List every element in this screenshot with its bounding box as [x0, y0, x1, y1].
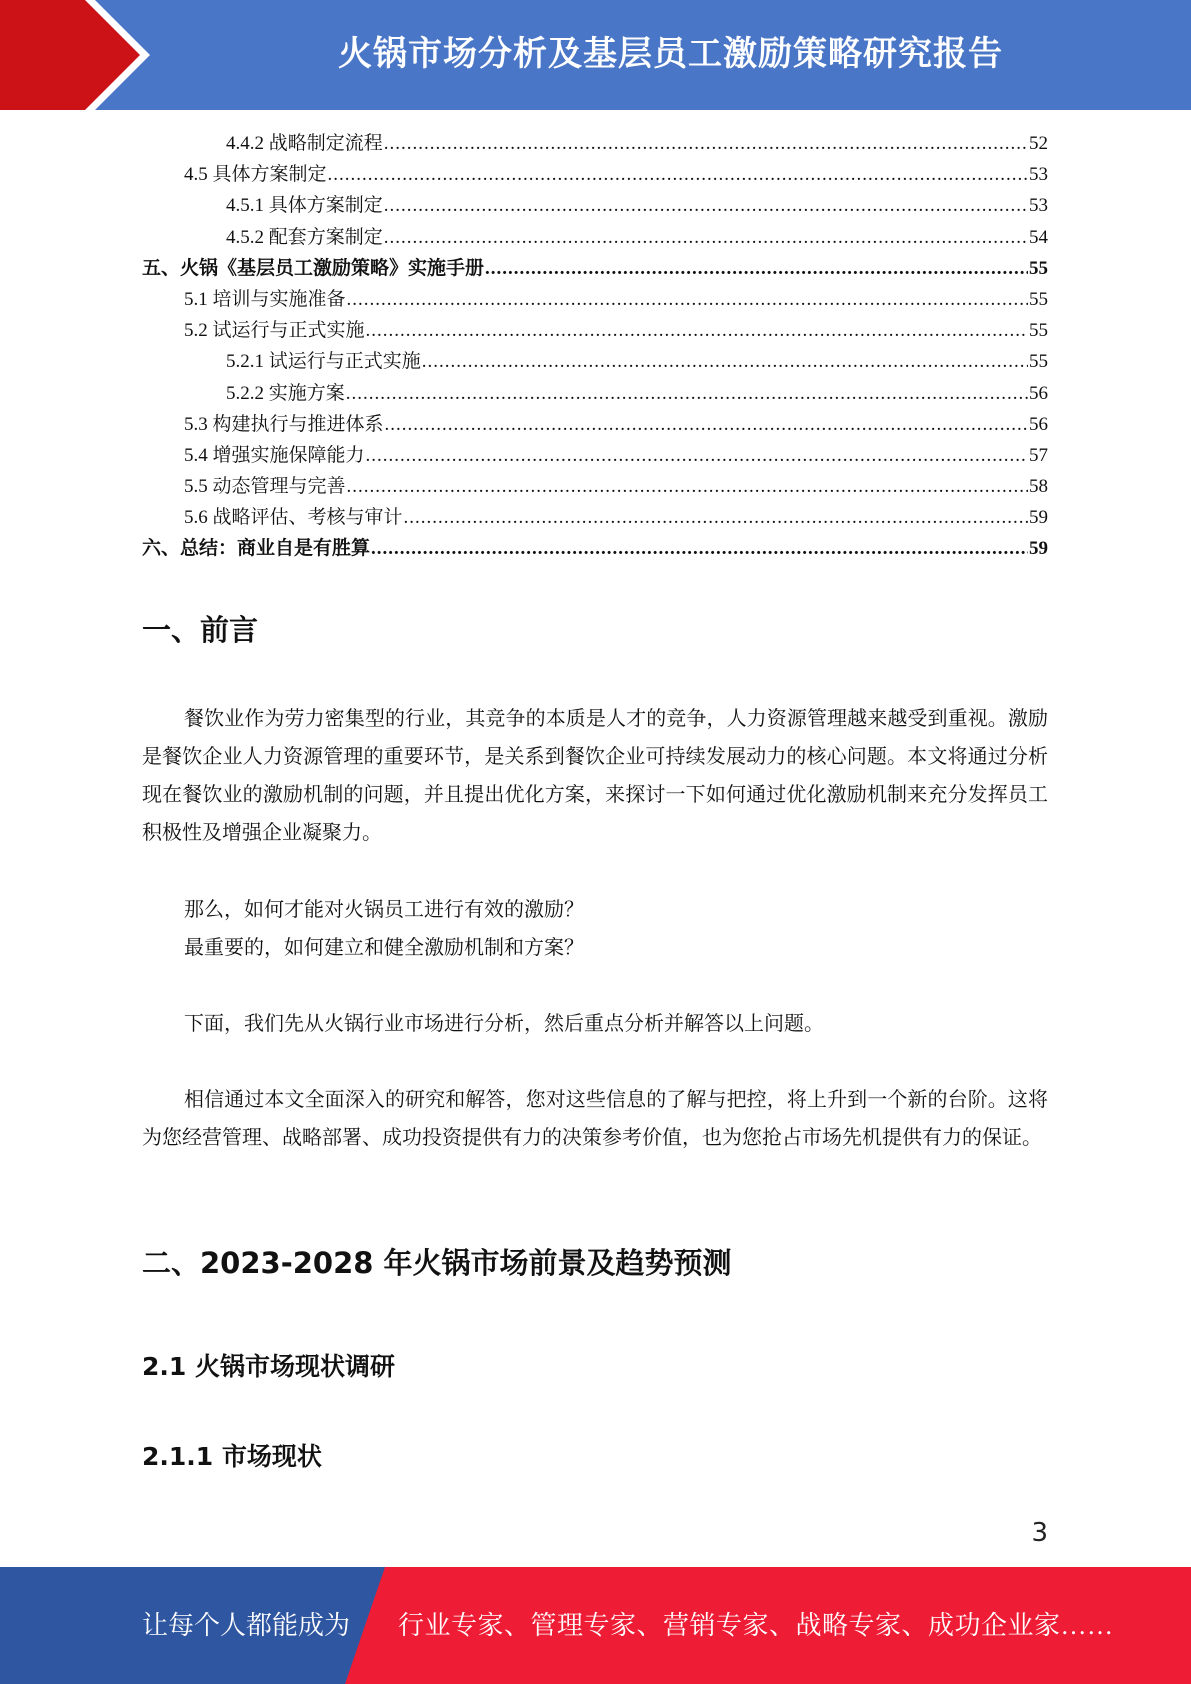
toc-entry[interactable] [142, 222, 1048, 253]
toc-entry-page: 53 [1029, 195, 1048, 217]
toc-entry-label: 5.2 试运行与正式实施 [184, 320, 365, 342]
toc-entry[interactable] [142, 440, 1048, 471]
section-heading-preface: 一、前言 [142, 613, 259, 647]
subsection-heading-2-1-1: 2.1.1 市场现状 [142, 1442, 322, 1471]
toc-leader-dots [347, 289, 1028, 311]
toc-entry-label: 5.2.2 实施方案 [226, 382, 345, 404]
toc-entry[interactable] [142, 346, 1048, 377]
toc-entry-label: 5.1 培训与实施准备 [184, 288, 346, 310]
toc-entry-page: 55 [1029, 320, 1048, 342]
preface-paragraph-2: 下面，我们先从火锅行业市场进行分析，然后重点分析并解答以上问题。 [184, 1013, 824, 1035]
toc-leader-dots [384, 195, 1028, 217]
toc-entry-label: 4.4.2 战略制定流程 [226, 133, 383, 154]
toc-entry-page: 59 [1029, 538, 1048, 560]
toc-leader-dots [385, 414, 1028, 436]
preface-paragraph: 餐饮业作为劳力密集型的行业，其竞争的本质是人才的竞争，人力资源管理越来越受到重视。激励是餐饮企业人力资源管理的重要环节，是关系到餐饮企业可持续发展动力的核心问题。本文将通过分析现在餐饮业的激励机制的问题，并且提出优化方案，来探讨一下如何通过优化激励机制来充分发挥员工积极性及增强企业凝聚力。 [142, 708, 1048, 844]
toc-leader-dots [422, 351, 1028, 373]
toc-entry[interactable] [142, 190, 1048, 221]
toc-entry[interactable] [142, 284, 1048, 315]
preface-question-2: 最重要的，如何建立和健全激励机制和方案？ [184, 937, 584, 959]
toc-entry-label: 4.5.1 具体方案制定 [226, 195, 383, 217]
toc-entry-label: 5.6 战略评估、考核与审计 [184, 507, 403, 529]
toc-leader-dots [404, 507, 1028, 529]
toc-entry-label: 5.2.1 试运行与正式实施 [226, 351, 421, 373]
toc-leader-dots [366, 445, 1028, 467]
toc-entry-page: 58 [1029, 476, 1048, 498]
section-heading-market-outlook: 二、2023-2028 年火锅市场前景及趋势预测 [142, 1246, 732, 1280]
toc-entry-label: 5.5 动态管理与完善 [184, 476, 346, 498]
toc-entry-page: 55 [1029, 257, 1048, 279]
toc-entry-label: 5.4 增强实施保障能力 [184, 444, 365, 466]
toc-entry[interactable] [142, 471, 1048, 502]
footer-slogan-right: 行业专家、管理专家、营销专家、战略专家、成功企业家…… [398, 1611, 1114, 1640]
toc-entry-label: 4.5.2 配套方案制定 [226, 226, 383, 248]
toc-entry-page: 52 [1029, 133, 1048, 154]
toc-entry-label: 五、火锅《基层员工激励策略》实施手册 [142, 257, 485, 279]
report-title: 火锅市场分析及基层员工激励策略研究报告 [338, 34, 1003, 74]
toc-leader-dots [328, 164, 1028, 186]
toc-entry-page: 57 [1029, 444, 1048, 466]
toc-entry-label: 六、总结：商业自是有胜算 [142, 538, 371, 560]
toc-entry[interactable] [142, 253, 1048, 284]
page-header [0, 0, 1191, 110]
preface-paragraph-3: 相信通过本文全面深入的研究和解答，您对这些信息的了解与把控，将上升到一个新的台阶。这将为您经营管理、战略部署、成功投资提供有力的决策参考价值，也为您抢占市场先机提供有力的保证。 [142, 1089, 1048, 1149]
toc-entry[interactable] [142, 533, 1048, 564]
page-footer [0, 1567, 1191, 1684]
toc-entry-label: 4.5 具体方案制定 [184, 164, 327, 186]
page-number: 3 [1031, 1518, 1048, 1548]
footer-slogan-left: 让每个人都能成为 [142, 1611, 351, 1640]
toc-entry[interactable] [142, 315, 1048, 346]
table-of-contents [142, 128, 1048, 565]
toc-entry[interactable] [142, 409, 1048, 440]
toc-entry[interactable] [142, 378, 1048, 409]
toc-entry-page: 56 [1029, 382, 1048, 404]
header-arrow-icon [0, 0, 140, 110]
toc-entry-page: 53 [1029, 164, 1048, 186]
toc-leader-dots [384, 227, 1028, 249]
toc-entry[interactable] [142, 159, 1048, 190]
toc-leader-dots [347, 476, 1028, 498]
toc-leader-dots [346, 383, 1028, 405]
toc-leader-dots [384, 133, 1028, 155]
toc-leader-dots [366, 320, 1028, 342]
toc-entry-page: 56 [1029, 413, 1048, 435]
toc-entry[interactable] [142, 128, 1048, 159]
preface-question-1: 那么，如何才能对火锅员工进行有效的激励？ [184, 899, 584, 921]
toc-entry-page: 54 [1029, 226, 1048, 248]
toc-entry[interactable] [142, 502, 1048, 533]
toc-entry-page: 59 [1029, 507, 1048, 529]
toc-leader-dots [371, 538, 1028, 560]
toc-entry-page: 55 [1029, 351, 1048, 373]
toc-entry-page: 55 [1029, 288, 1048, 310]
toc-entry-label: 5.3 构建执行与推进体系 [184, 413, 384, 435]
toc-leader-dots [485, 258, 1028, 280]
subsection-heading-2-1: 2.1 火锅市场现状调研 [142, 1352, 395, 1381]
